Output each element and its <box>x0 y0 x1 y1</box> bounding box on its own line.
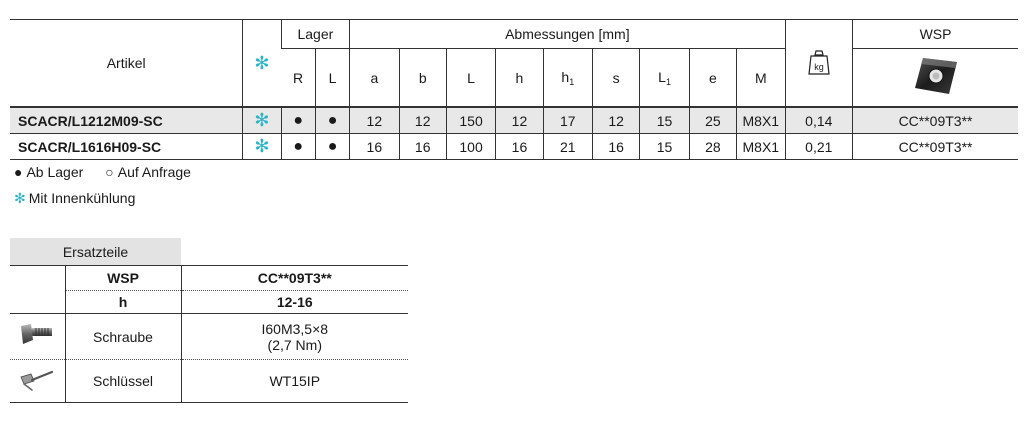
screw-torque: (2,7 Nm) <box>267 336 322 353</box>
dim-h: 16 <box>496 134 543 160</box>
stock-r-dot: ● <box>293 137 304 155</box>
dim-e: 28 <box>689 134 736 160</box>
spare-h-label: h <box>65 291 181 314</box>
insert-code: CC**09T3** <box>853 107 1018 134</box>
column-header-l1: $L_1$ <box>640 49 689 108</box>
coolant-legend-icon: ✻ <box>14 190 26 206</box>
table-row <box>10 134 1018 160</box>
dim-l1: 15 <box>640 107 689 134</box>
article-number: SCACR/L1212M09-SC <box>10 107 243 134</box>
dim-h1: 17 <box>543 107 592 134</box>
insert-code: CC**09T3** <box>853 134 1018 160</box>
dim-b: 16 <box>399 134 446 160</box>
stock-l-dot: ● <box>327 111 338 129</box>
legend-coolant <box>14 190 135 207</box>
key-icon <box>18 368 56 392</box>
spare-key-label: Schlüssel <box>65 360 181 403</box>
column-header-h: h <box>496 49 543 108</box>
legend-ab-lager: Ab Lager <box>26 164 84 180</box>
dim-b: 12 <box>399 107 446 134</box>
spare-parts-table <box>10 238 408 403</box>
column-header-article: Artikel <box>10 20 243 108</box>
product-table <box>10 19 1018 160</box>
weight-value: 0,14 <box>785 107 853 134</box>
coolant-icon: ✻ <box>254 110 270 130</box>
column-header-e: e <box>689 49 736 108</box>
spare-screw-value <box>181 314 408 360</box>
article-number: SCACR/L1616H09-SC <box>10 134 243 160</box>
column-header-weight <box>785 20 853 108</box>
column-header-l-stock: L <box>315 49 349 108</box>
column-header-h1: $h_1$ <box>543 49 592 108</box>
dim-h1: 21 <box>543 134 592 160</box>
legend-stock <box>14 164 191 180</box>
dim-l1: 15 <box>640 134 689 160</box>
dim-m: M8X1 <box>737 134 785 160</box>
insert-image-cell <box>853 49 1018 108</box>
weight-icon-label: kg <box>814 61 824 72</box>
spare-key-value: WT15IP <box>181 360 408 403</box>
table-row <box>10 107 1018 134</box>
dim-h: 12 <box>496 107 543 134</box>
column-header-b: b <box>399 49 446 108</box>
coolant-icon: ✻ <box>254 136 270 156</box>
column-group-abmessungen: Abmessungen [mm] <box>350 20 785 49</box>
dim-s: 16 <box>593 134 640 160</box>
spare-screw-label: Schraube <box>65 314 181 360</box>
column-group-lager: Lager <box>281 20 350 49</box>
insert-image <box>913 56 959 96</box>
stock-r-dot: ● <box>293 111 304 129</box>
column-header-length: L <box>446 49 495 108</box>
spare-wsp-label: WSP <box>65 266 181 291</box>
weight-value: 0,21 <box>785 134 853 160</box>
spare-h-value: 12-16 <box>181 291 408 314</box>
open-circle-icon: ○ <box>105 164 114 180</box>
stock-l-dot: ● <box>327 137 338 155</box>
column-group-wsp: WSP <box>853 20 1018 49</box>
column-header-m: M <box>737 49 785 108</box>
screw-spec: I60M3,5×8 <box>261 320 329 337</box>
dim-a: 12 <box>350 107 399 134</box>
coolant-header-icon: ✻ <box>254 52 270 73</box>
column-header-r: R <box>281 49 315 108</box>
dim-m: M8X1 <box>737 107 785 134</box>
column-header-s: s <box>593 49 640 108</box>
dim-e: 25 <box>689 107 736 134</box>
column-header-a: a <box>350 49 399 108</box>
dim-s: 12 <box>593 107 640 134</box>
spare-wsp-value: CC**09T3** <box>181 266 408 291</box>
screw-icon <box>19 322 55 348</box>
filled-dot-icon: ● <box>14 164 23 180</box>
spare-parts-title: Ersatzteile <box>10 238 181 266</box>
dim-a: 16 <box>350 134 399 160</box>
legend-auf-anfrage: Auf Anfrage <box>117 164 191 180</box>
dim-length: 100 <box>446 134 495 160</box>
weight-kg-icon <box>808 48 830 76</box>
legend-innenkuehlung: Mit Innenkühlung <box>28 190 136 206</box>
dim-length: 150 <box>446 107 495 134</box>
